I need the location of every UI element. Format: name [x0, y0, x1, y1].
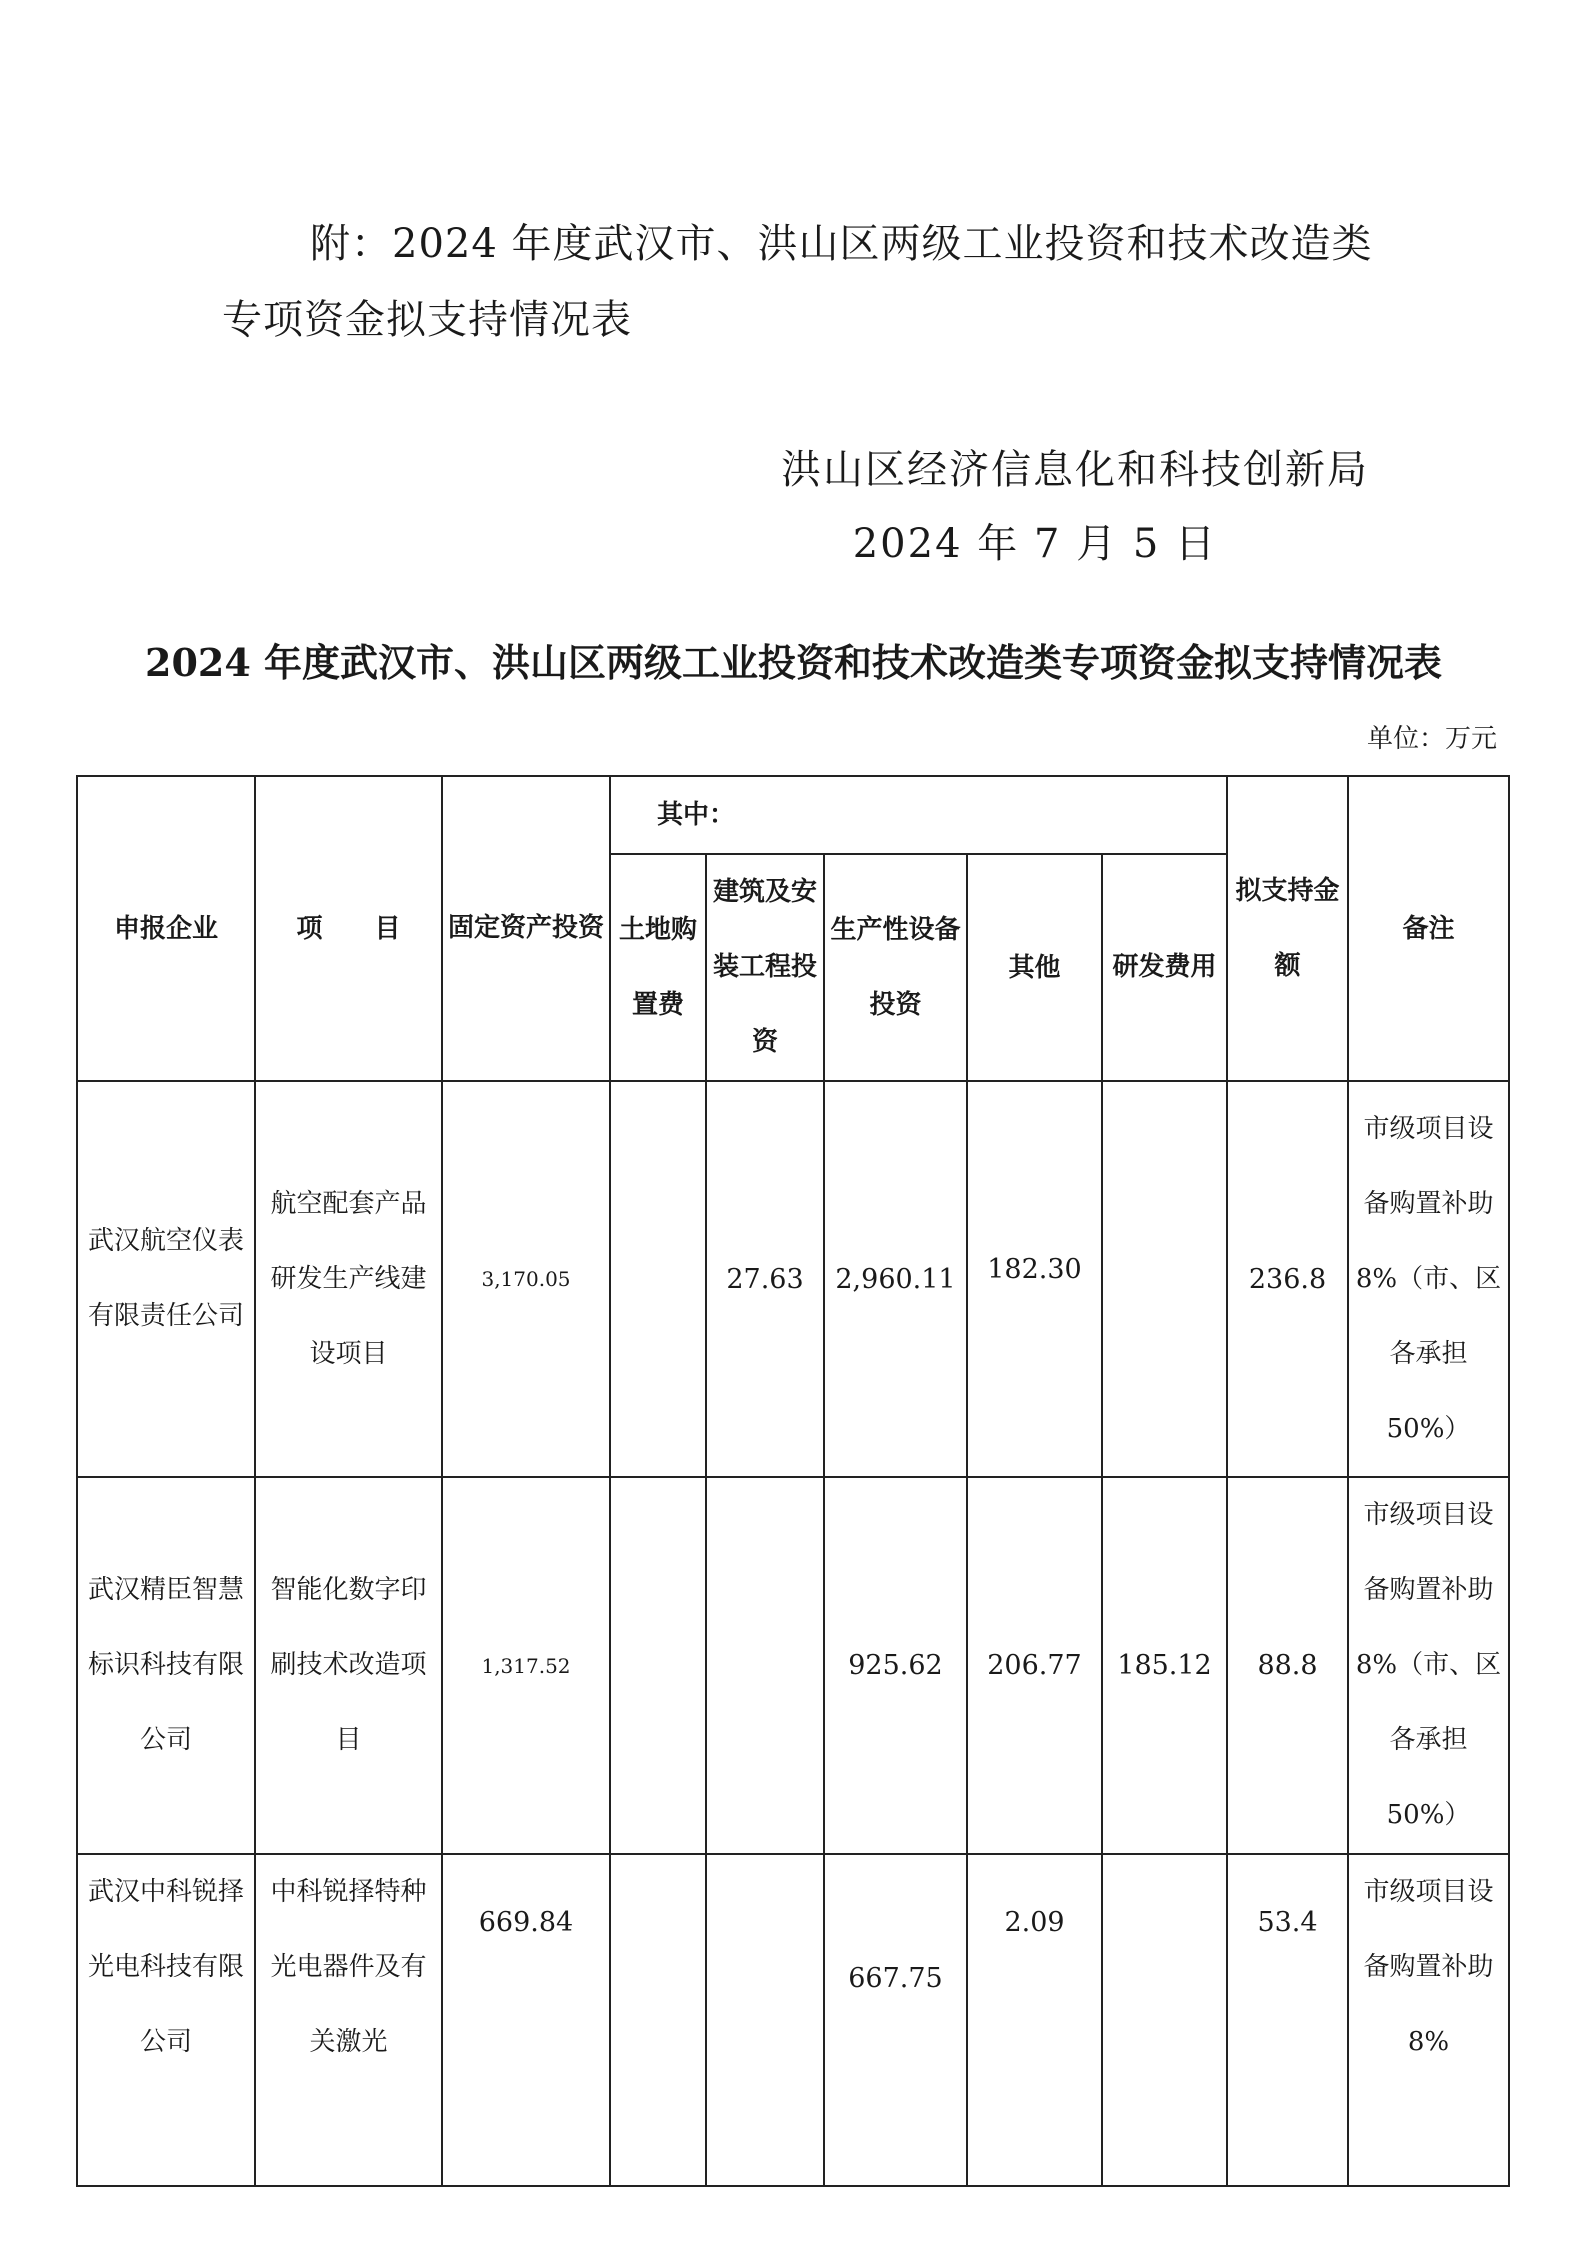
header-remark: 备注 [1348, 776, 1509, 1081]
header-company: 申报企业 [77, 776, 255, 1081]
table-title: 2024 年度武汉市、洪山区两级工业投资和技术改造类专项资金拟支持情况表 [145, 640, 1442, 685]
equipment-cell: 667.75 [824, 1854, 967, 2186]
header-row-1 [77, 776, 1509, 854]
issue-date: 2024 年 7 月 5 日 [852, 521, 1217, 567]
header-other: 其他 [967, 854, 1102, 1081]
construction-cell [706, 1854, 824, 2186]
header-support: 拟支持金额 [1227, 776, 1348, 1081]
company-cell: 武汉中科锐择光电科技有限公司 [77, 1854, 255, 2186]
construction-cell: 27.63 [706, 1081, 824, 1477]
project-cell: 中科锐择特种光电器件及有关激光 [255, 1854, 442, 2186]
fixed-asset-cell: 3,170.05 [442, 1081, 610, 1477]
header-land: 土地购置费 [610, 854, 706, 1081]
table-row [77, 1477, 1509, 1854]
fixed-asset-cell: 1,317.52 [442, 1477, 610, 1854]
equipment-cell: 2,960.11 [824, 1081, 967, 1477]
rd-cell: 185.12 [1102, 1477, 1227, 1854]
remark-cell: 市级项目设备购置补助 8% [1348, 1854, 1509, 2186]
header-equipment: 生产性设备投资 [824, 854, 967, 1081]
company-cell: 武汉航空仪表有限责任公司 [77, 1081, 255, 1477]
other-cell: 182.30 [967, 1081, 1102, 1477]
issuing-organization: 洪山区经济信息化和科技创新局 [781, 447, 1369, 493]
land-cell [610, 1477, 706, 1854]
support-table [76, 775, 1510, 2187]
unit-label: 单位：万元 [1366, 724, 1497, 754]
support-cell: 88.8 [1227, 1477, 1348, 1854]
table-row [77, 1854, 1509, 2186]
rd-cell [1102, 1854, 1227, 2186]
equipment-cell: 925.62 [824, 1477, 967, 1854]
rd-cell [1102, 1081, 1227, 1477]
other-cell: 2.09 [967, 1854, 1102, 2186]
remark-cell: 市级项目设备购置补助 8%（市、区各承担 50%） [1348, 1081, 1509, 1477]
header-among: 其中： [610, 776, 1227, 854]
table-row [77, 1081, 1509, 1477]
fixed-asset-cell: 669.84 [442, 1854, 610, 2186]
other-cell: 206.77 [967, 1477, 1102, 1854]
header-construction: 建筑及安装工程投资 [706, 854, 824, 1081]
construction-cell [706, 1477, 824, 1854]
remark-cell: 市级项目设备购置补助 8%（市、区各承担 50%） [1348, 1477, 1509, 1854]
attachment-title-line2: 专项资金拟支持情况表 [222, 297, 632, 343]
header-rd: 研发费用 [1102, 854, 1227, 1081]
header-project: 项 目 [255, 776, 442, 1081]
land-cell [610, 1081, 706, 1477]
header-fixed-asset: 固定资产投资 [442, 776, 610, 1081]
land-cell [610, 1854, 706, 2186]
attachment-title-line1: 附：2024 年度武汉市、洪山区两级工业投资和技术改造类 [310, 221, 1373, 267]
project-cell: 智能化数字印刷技术改造项目 [255, 1477, 442, 1854]
support-cell: 53.4 [1227, 1854, 1348, 2186]
support-cell: 236.8 [1227, 1081, 1348, 1477]
project-cell: 航空配套产品研发生产线建设项目 [255, 1081, 442, 1477]
company-cell: 武汉精臣智慧标识科技有限公司 [77, 1477, 255, 1854]
